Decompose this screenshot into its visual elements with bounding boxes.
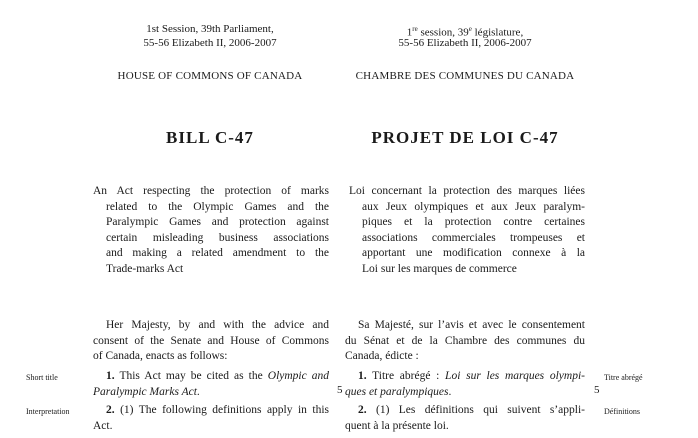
fr-long-title	[349, 184, 585, 277]
fr-section-2	[345, 403, 585, 434]
fr-s2-number: 2.	[358, 404, 367, 416]
fr-long-title-line: apportant une modification connexe à la	[362, 247, 585, 259]
en-s2-number: 2.	[106, 404, 115, 416]
fr-long-title-line: Loi concernant la protection des marques liées	[349, 185, 585, 197]
en-s2-line2: Act.	[93, 419, 113, 432]
fr-session-sup1: re	[412, 25, 418, 33]
fr-long-title-line: piques et la protection contre certaines	[362, 216, 585, 228]
margin-interpretation: Interpretation	[26, 407, 70, 416]
en-long-title	[93, 184, 329, 277]
fr-s2-line2: quent à la présente loi.	[345, 419, 449, 432]
fr-enacting-line: Sa Majesté, sur l’avis et avec le consentement	[358, 319, 585, 331]
fr-s1-number: 1.	[358, 370, 367, 382]
margin-definitions: Définitions	[604, 407, 640, 416]
fr-session-text: session, 39	[417, 26, 469, 39]
margin-short-title: Short title	[26, 373, 58, 382]
fr-s2-text: (1) Les définitions qui suivent s’appli-	[375, 404, 586, 416]
fr-session-line2: 55-56 Elizabeth II, 2006-2007	[398, 37, 532, 49]
en-long-title-line: Paralympic Games and protection against	[106, 216, 329, 228]
en-s1-italic2: Paralympic Marks Act	[93, 385, 197, 398]
fr-s2-line1	[345, 403, 585, 419]
fr-enacting-line: Canada, édicte :	[345, 350, 419, 362]
line-number-left: 5	[337, 384, 343, 396]
en-long-title-line: and making a related amendment to the	[106, 247, 329, 259]
en-enacting-line: consent of the Senate and House of Commons	[93, 334, 329, 347]
fr-session-num: 1	[406, 26, 413, 39]
en-s1-text: This Act may be cited as the	[119, 370, 263, 382]
en-enacting-line: Her Majesty, by and with the advice and	[106, 319, 329, 331]
fr-s1-italic2: ques et paralympiques	[345, 385, 449, 398]
fr-s1-line1	[345, 369, 585, 385]
margin-titre-abrege: Titre abrégé	[604, 373, 643, 382]
en-long-title-line: related to the Olympic Games and the	[106, 200, 329, 213]
fr-long-title-line: aux Jeux olympiques et aux Jeux paralym-	[362, 200, 585, 213]
fr-long-title-line: associations commerciales trompeuses et	[362, 231, 585, 244]
en-house-name: HOUSE OF COMMONS OF CANADA	[117, 70, 303, 82]
en-enacting-clause	[93, 318, 329, 365]
en-enacting-line: of Canada, enacts as follows:	[93, 350, 228, 362]
fr-s1-text: Titre abrégé :	[372, 370, 440, 382]
en-session-line1: 1st Session, 39th Parliament,	[146, 23, 274, 35]
en-s1-line1	[93, 369, 329, 385]
line-number-right: 5	[594, 384, 600, 396]
fr-long-title-line: Loi sur les marques de commerce	[362, 262, 517, 275]
fr-section-1	[345, 369, 585, 400]
fr-s1-line2	[345, 385, 585, 401]
en-s1-italic1: Olympic and	[267, 370, 330, 382]
en-long-title-line: certain misleading business associations	[106, 231, 329, 244]
fr-session-sup2: e	[468, 25, 472, 33]
fr-session-legislature: législature,	[471, 26, 524, 39]
en-section-1	[93, 369, 329, 400]
fr-bill-title: PROJET DE LOI C-47	[371, 128, 559, 147]
en-s2-text: (1) The following definitions apply in this	[120, 404, 329, 416]
fr-s1-italic1: Loi sur les marques olympi-	[445, 370, 585, 382]
en-bill-title: BILL C-47	[166, 128, 254, 147]
en-long-title-line: An Act respecting the protection of marks	[93, 185, 329, 197]
en-s1-line2	[93, 385, 329, 401]
fr-s1-end: .	[448, 385, 452, 398]
fr-enacting-line: du Sénat et de la Chambre des communes du	[345, 334, 585, 347]
en-s1-number: 1.	[106, 370, 115, 382]
en-s2-line1	[93, 403, 329, 419]
en-session-line2: 55-56 Elizabeth II, 2006-2007	[143, 37, 277, 49]
en-s1-end: .	[196, 385, 200, 398]
en-long-title-line: Trade-marks Act	[106, 262, 184, 275]
fr-enacting-clause	[345, 318, 585, 365]
en-section-2	[93, 403, 329, 434]
fr-house-name: CHAMBRE DES COMMUNES DU CANADA	[355, 70, 575, 82]
